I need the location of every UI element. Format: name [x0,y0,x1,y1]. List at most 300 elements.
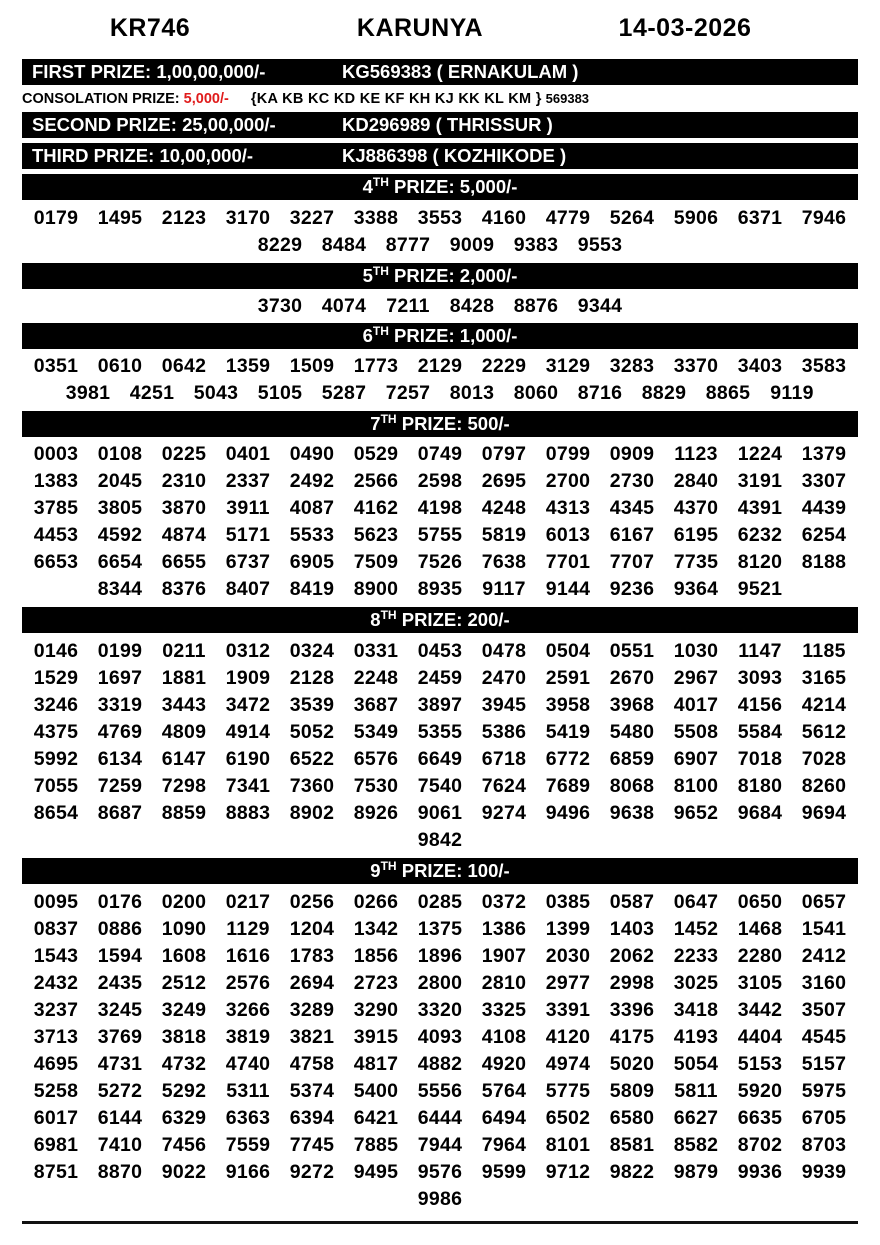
prize-number: 6167 [609,524,655,546]
prize-number: 2337 [225,470,271,492]
prize-number: 9936 [737,1161,783,1183]
prize-number: 3403 [737,355,783,377]
prize-number: 5906 [673,207,719,229]
prize-number: 3290 [353,999,399,1021]
prize-number: 6363 [225,1107,271,1129]
prize-number: 2977 [545,972,591,994]
prize-number: 9684 [737,802,783,824]
seventh-prize-ordinal: 7 [370,413,381,434]
fifth-prize-ordinal-suffix: TH [372,263,389,278]
prize-number: 6232 [737,524,783,546]
prize-number: 3245 [97,999,143,1021]
prize-number: 1399 [545,918,591,940]
prize-number: 3396 [609,999,655,1021]
prize-number: 1383 [33,470,79,492]
consolation-prize-number: 569383 [545,91,590,106]
prize-number: 6718 [481,748,527,770]
prize-number: 7456 [161,1134,207,1156]
prize-number: 5811 [674,1080,718,1102]
prize-number: 2229 [481,355,527,377]
prize-number: 4974 [545,1053,591,1075]
prize-number: 2730 [609,470,655,492]
prize-number: 1616 [225,945,271,967]
prize-number: 3507 [801,999,847,1021]
first-prize-winner: KG569383 ( ERNAKULAM ) [342,61,579,82]
prize-number: 9939 [801,1161,847,1183]
prize-number: 3191 [737,470,783,492]
prize-number: 4404 [737,1026,783,1048]
second-prize-winner: KD296989 ( THRISSUR ) [342,114,553,135]
prize-number: 4592 [97,524,143,546]
prize-number: 2695 [481,470,527,492]
prize-number: 2576 [225,972,271,994]
prize-number: 3266 [225,999,271,1021]
prize-number: 1204 [289,918,335,940]
third-prize-bar [22,143,858,169]
fourth-prize-bar [22,174,858,200]
prize-number: 8013 [449,382,495,404]
prize-number: 3785 [33,497,79,519]
prize-number: 4769 [97,721,143,743]
prize-number: 2967 [673,667,719,689]
prize-number: 4731 [97,1053,143,1075]
prize-number: 1783 [289,945,335,967]
prize-number: 7298 [161,775,207,797]
prize-number: 7885 [353,1134,399,1156]
prize-number: 7530 [353,775,399,797]
prize-number: 7360 [289,775,335,797]
prize-number: 4914 [225,721,271,743]
prize-number: 2128 [289,667,335,689]
number-row [22,1186,858,1213]
prize-number: 4108 [481,1026,527,1048]
prize-number: 1452 [673,918,719,940]
prize-number: 3769 [97,1026,143,1048]
prize-number: 3821 [289,1026,335,1048]
prize-number: 6654 [97,551,143,573]
prize-number: 5623 [353,524,399,546]
prize-number: 9638 [609,802,655,824]
prize-number: 3687 [353,694,399,716]
prize-number: 8900 [353,578,399,600]
prize-number: 0146 [33,640,79,662]
prize-number: 4345 [609,497,655,519]
first-prize-label: FIRST PRIZE: 1,00,00,000/- [32,61,266,82]
prize-number: 6254 [801,524,847,546]
prize-number: 7540 [417,775,463,797]
prize-number: 6195 [673,524,719,546]
prize-number: 8060 [513,382,559,404]
consolation-prize-amount: 5,000/- [183,91,229,107]
prize-number: 5400 [353,1080,399,1102]
prize-number: 1030 [673,640,719,662]
prize-number: 0453 [417,640,463,662]
eighth-prize-numbers [22,633,858,858]
prize-number: 6144 [97,1107,143,1129]
prize-number: 1386 [481,918,527,940]
prize-number: 4313 [545,497,591,519]
prize-number: 6705 [801,1107,847,1129]
prize-number: 7701 [545,551,591,573]
bottom-divider [22,1221,858,1224]
prize-number: 2840 [673,470,719,492]
prize-number: 0657 [801,891,847,913]
prize-number: 1856 [353,945,399,967]
prize-number: 7735 [673,551,719,573]
sixth-prize-bar [22,323,858,349]
prize-number: 3472 [225,694,271,716]
prize-number: 1123 [674,443,718,465]
prize-number: 8716 [577,382,623,404]
number-row [22,576,858,603]
prize-number: 9822 [609,1161,655,1183]
number-row [22,522,858,549]
consolation-prize-series: {KA KB KC KD KE KF KH KJ KK KL KM } [250,91,542,107]
prize-number: 0372 [481,891,527,913]
prize-number: 0799 [545,443,591,465]
prize-number: 8068 [609,775,655,797]
prize-number: 5171 [225,524,271,546]
prize-number: 5157 [801,1053,847,1075]
prize-number: 1495 [97,207,143,229]
prize-number: 8229 [257,234,303,256]
prize-number: 3370 [673,355,719,377]
prize-number: 4545 [801,1026,847,1048]
prize-number: 9712 [545,1161,591,1183]
prize-number: 1541 [801,918,847,940]
seventh-prize-ordinal-suffix: TH [380,411,397,426]
prize-number: 9061 [417,802,463,824]
prize-number: 1090 [161,918,207,940]
prize-number: 0095 [33,891,79,913]
prize-number: 1185 [802,640,846,662]
prize-number: 2062 [609,945,655,967]
prize-number: 0312 [225,640,271,662]
prize-number: 5043 [193,382,239,404]
prize-number: 0642 [161,355,207,377]
prize-number: 5287 [321,382,367,404]
prize-number: 5374 [289,1080,335,1102]
prize-number: 4175 [609,1026,655,1048]
prize-number: 4162 [353,497,399,519]
prize-number: 0610 [97,355,143,377]
prize-number: 0385 [545,891,591,913]
prize-number: 3818 [161,1026,207,1048]
prize-number: 2700 [545,470,591,492]
prize-number: 3160 [801,972,847,994]
fifth-prize-bar [22,263,858,289]
prize-number: 1375 [417,918,463,940]
prize-number: 1608 [161,945,207,967]
prize-number: 3227 [289,207,335,229]
prize-number: 0650 [737,891,783,913]
prize-number: 2810 [481,972,527,994]
prize-number: 6649 [417,748,463,770]
prize-number: 2435 [97,972,143,994]
prize-number: 5992 [33,748,79,770]
prize-number: 8865 [705,382,751,404]
prize-number: 5533 [289,524,335,546]
prize-number: 6653 [33,551,79,573]
prize-number: 5105 [257,382,303,404]
prize-number: 9652 [673,802,719,824]
prize-number: 2432 [33,972,79,994]
prize-number: 4074 [321,295,367,317]
prize-number: 6147 [161,748,207,770]
prize-number: 0003 [33,443,79,465]
prize-number: 6494 [481,1107,527,1129]
prize-number: 8703 [801,1134,847,1156]
prize-number: 6905 [289,551,335,573]
prize-number: 8859 [161,802,207,824]
prize-number: 5349 [353,721,399,743]
prize-number: 7509 [353,551,399,573]
prize-number: 5809 [609,1080,655,1102]
second-prize-bar [22,112,858,138]
number-row [22,916,858,943]
prize-number: 3730 [257,295,303,317]
seventh-prize-bar [22,411,858,437]
prize-number: 2459 [417,667,463,689]
prize-number: 4809 [161,721,207,743]
fourth-prize-ordinal-suffix: TH [372,174,389,189]
prize-number: 6444 [417,1107,463,1129]
number-row [22,1051,858,1078]
prize-number: 4251 [129,382,175,404]
prize-number: 7745 [289,1134,335,1156]
prize-number: 8419 [289,578,335,600]
prize-number: 9599 [481,1161,527,1183]
prize-number: 9117 [482,578,526,600]
prize-number: 4120 [545,1026,591,1048]
prize-number: 0200 [161,891,207,913]
prize-number: 2670 [609,667,655,689]
prize-number: 3945 [481,694,527,716]
prize-number: 2280 [737,945,783,967]
prize-number: 6907 [673,748,719,770]
prize-number: 4160 [481,207,527,229]
prize-number: 0886 [97,918,143,940]
prize-number: 1147 [738,640,782,662]
prize-number: 3237 [33,999,79,1021]
third-prize-winner: KJ886398 ( KOZHIKODE ) [342,145,567,166]
prize-number: 9364 [673,578,719,600]
prize-number: 8777 [385,234,431,256]
prize-number: 3391 [545,999,591,1021]
prize-number: 5292 [161,1080,207,1102]
second-prize-label: SECOND PRIZE: 25,00,000/- [32,114,276,135]
prize-number: 1224 [737,443,783,465]
prize-number: 2566 [353,470,399,492]
prize-number: 6502 [545,1107,591,1129]
ninth-prize-numbers [22,884,858,1215]
prize-number: 6371 [737,207,783,229]
prize-number: 9022 [161,1161,207,1183]
prize-number: 9576 [417,1161,463,1183]
prize-number: 5419 [545,721,591,743]
prize-number: 4375 [33,721,79,743]
prize-number: 0176 [97,891,143,913]
prize-number: 8654 [33,802,79,824]
prize-number: 7055 [33,775,79,797]
prize-number: 5755 [417,524,463,546]
prize-number: 0587 [609,891,655,913]
number-row [22,1105,858,1132]
prize-number: 9272 [289,1161,335,1183]
prize-number: 9553 [577,234,623,256]
prize-number: 6394 [289,1107,335,1129]
prize-number: 2800 [417,972,463,994]
prize-number: 4740 [225,1053,271,1075]
number-row [22,353,858,380]
consolation-prize-label: CONSOLATION PRIZE: [22,91,184,107]
prize-number: 4214 [801,694,847,716]
prize-number: 0266 [353,891,399,913]
prize-number: 5052 [289,721,335,743]
prize-number: 4882 [417,1053,463,1075]
eighth-prize-ordinal-suffix: TH [380,607,397,622]
prize-number: 8751 [33,1161,79,1183]
prize-number: 9119 [770,382,814,404]
prize-number: 9521 [737,578,783,600]
number-row [22,719,858,746]
prize-number: 9879 [673,1161,719,1183]
prize-number: 7944 [417,1134,463,1156]
number-row [22,468,858,495]
prize-number: 0108 [97,443,143,465]
number-row [22,293,858,320]
lottery-name: KARUNYA [356,14,484,42]
prize-number: 3320 [417,999,463,1021]
prize-number: 3418 [673,999,719,1021]
prize-number: 8687 [97,802,143,824]
prize-number: 5386 [481,721,527,743]
number-row [22,1078,858,1105]
prize-number: 2591 [545,667,591,689]
prize-number: 8120 [737,551,783,573]
draw-date: 14-03-2026 [618,14,752,42]
prize-number: 8100 [673,775,719,797]
prize-number: 6017 [33,1107,79,1129]
prize-number: 7707 [609,551,655,573]
prize-number: 5258 [33,1080,79,1102]
prize-number: 0256 [289,891,335,913]
prize-number: 6580 [609,1107,655,1129]
prize-number: 2998 [609,972,655,994]
prize-number: 7028 [801,748,847,770]
prize-number: 2030 [545,945,591,967]
prize-number: 1543 [33,945,79,967]
prize-number: 0504 [545,640,591,662]
prize-number: 7018 [737,748,783,770]
seventh-prize-title: PRIZE: 500/- [396,413,510,434]
prize-number: 8582 [673,1134,719,1156]
prize-number: 2492 [289,470,335,492]
ninth-prize-title: PRIZE: 100/- [396,860,510,881]
prize-number: 1594 [97,945,143,967]
prize-number: 7257 [385,382,431,404]
number-row [22,441,858,468]
prize-number: 5508 [673,721,719,743]
number-row [22,997,858,1024]
draw-code: KR746 [109,14,191,42]
prize-number: 9009 [449,234,495,256]
prize-number: 0225 [161,443,207,465]
prize-number: 4093 [417,1026,463,1048]
eighth-prize-bar [22,607,858,633]
ninth-prize-ordinal-suffix: TH [380,858,397,873]
prize-number: 7259 [97,775,143,797]
prize-number: 3539 [289,694,335,716]
prize-number: 2723 [353,972,399,994]
prize-number: 3713 [33,1026,79,1048]
prize-number: 0211 [162,640,206,662]
prize-number: 3325 [481,999,527,1021]
prize-number: 5612 [801,721,847,743]
prize-number: 1509 [289,355,335,377]
prize-number: 3911 [226,497,270,519]
prize-number: 0647 [673,891,719,913]
prize-number: 6576 [353,748,399,770]
prize-number: 0749 [417,443,463,465]
prize-number: 7946 [801,207,847,229]
prize-number: 7689 [545,775,591,797]
prize-number: 1773 [353,355,399,377]
prize-number: 4391 [737,497,783,519]
fourth-prize-ordinal: 4 [362,176,373,197]
first-prize-bar [22,59,858,85]
prize-number: 5020 [609,1053,655,1075]
prize-number: 3283 [609,355,655,377]
prize-number: 7624 [481,775,527,797]
prize-number: 5920 [737,1080,783,1102]
number-row [22,943,858,970]
prize-number: 1881 [161,667,207,689]
prize-number: 3093 [737,667,783,689]
prize-number: 3897 [417,694,463,716]
prize-number: 6013 [545,524,591,546]
prize-number: 8407 [225,578,271,600]
prize-number: 6772 [545,748,591,770]
prize-number: 4193 [673,1026,719,1048]
prize-number: 3388 [353,207,399,229]
prize-number: 6134 [97,748,143,770]
prize-number: 6329 [161,1107,207,1129]
number-row [22,800,858,827]
eighth-prize-ordinal: 8 [370,609,381,630]
prize-number: 9986 [417,1188,463,1210]
number-row [22,380,858,407]
prize-number: 8180 [737,775,783,797]
number-row [22,746,858,773]
prize-number: 8935 [417,578,463,600]
prize-number: 0490 [289,443,335,465]
number-row [22,638,858,665]
prize-number: 9344 [577,295,623,317]
prize-number: 9496 [545,802,591,824]
prize-number: 1129 [226,918,270,940]
prize-number: 1907 [481,945,527,967]
prize-number: 8484 [321,234,367,256]
prize-number: 5480 [609,721,655,743]
prize-number: 8344 [97,578,143,600]
prize-number: 1342 [353,918,399,940]
prize-number: 0401 [225,443,271,465]
fifth-prize-ordinal: 5 [362,265,373,286]
sixth-prize-numbers [22,349,858,411]
prize-number: 4248 [481,497,527,519]
prize-number: 0529 [353,443,399,465]
